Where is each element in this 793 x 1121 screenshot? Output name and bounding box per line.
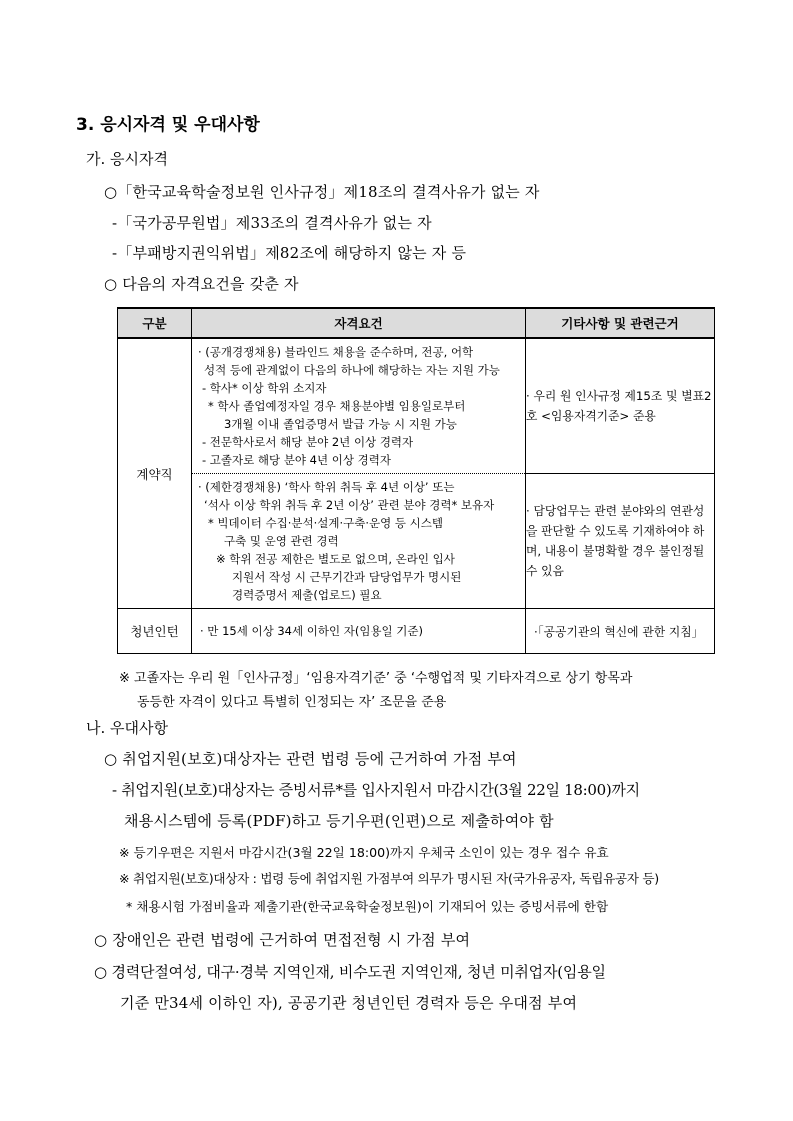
requirements-table [117,307,715,654]
ga-line-4: ○ 다음의 자격요건을 갖춘 자 [104,275,299,293]
limited-line: · (제한경쟁채용) ‘학사 학위 취득 후 4년 이상’ 또는 [198,480,455,494]
ga-line-3: -「부패방지권익위법」제82조에 해당하지 않는 자 등 [112,244,467,262]
open-line: - 학사* 이상 학위 소지자 [202,381,327,395]
na-more-1: ○ 장애인은 관련 법령에 근거하여 면접전형 시 가점 부여 [94,931,471,949]
limited-line: 구축 및 운영 관련 경력 [224,534,339,548]
na-line-1: ○ 취업지원(보호)대상자는 관련 법령 등에 근거하여 가점 부여 [104,750,517,768]
intern-label: 청년인턴 [118,609,192,654]
table-header-row [118,308,715,338]
na-line-3: 채용시스템에 등록(PDF)하고 등기우편(인편)으로 제출하여야 함 [124,812,554,830]
table-row [118,474,715,609]
header-requirements: 자격요건 [192,308,526,338]
table-row [118,338,715,474]
open-remarks-text: · 우리 원 인사규정 제15조 및 별표2호 <임용자격기준> 준용 [526,389,712,423]
limited-line: ※ 학위 전공 제한은 별도로 없으며, 온라인 입사 [216,552,455,566]
ga-line-1: ○「한국교육학술정보원 인사규정」제18조의 결격사유가 없는 자 [104,183,540,201]
open-requirements [192,338,526,474]
na-line-2: - 취업지원(보호)대상자는 증빙서류*를 입사지원서 마감시간(3월 22일 18:00)까지 [112,781,640,799]
na-more-3: 기준 만34세 이하인 자), 공공기관 청년인턴 경력자 등은 우대점 부여 [120,994,578,1012]
table-row [118,609,715,654]
open-line: - 고졸자로 해당 분야 4년 이상 경력자 [202,453,391,467]
subsection-ga-title: 가. 응시자격 [86,150,168,168]
subsection-na-title: 나. 우대사항 [86,719,168,737]
contract-label: 계약직 [118,338,192,609]
table-note-line-1: ※ 고졸자는 우리 원「인사규정」‘임용자격기준’ 중 ‘수행업적 및 기타자격으로 상기 항목과 [119,671,633,686]
limited-requirements [192,474,526,609]
limited-remarks-text: · 담당업무는 관련 분야와의 연관성을 판단할 수 있도록 기재하여야 하며, 내용이 불명확할 경우 불인정될 수 있음 [526,504,705,578]
header-remarks: 기타사항 및 관련근거 [526,308,715,338]
intern-requirements: · 만 15세 이상 34세 이하인 자(임용일 기준) [192,609,526,654]
intern-remarks: ·「공공기관의 혁신에 관한 지침」 [526,609,715,654]
open-remarks [526,338,715,474]
na-note-2: ※ 취업지원(보호)대상자 : 법령 등에 취업지원 가점부여 의무가 명시된 자(국가유공자, 독립유공자 등) [119,871,659,886]
na-more-2: ○ 경력단절여성, 대구·경북 지역인재, 비수도권 지역인재, 청년 미취업자(임용일 [94,963,606,981]
limited-line: ‘석사 이상 학위 취득 후 2년 이상’ 관련 분야 경력* 보유자 [204,498,495,512]
na-note-1: ※ 등기우편은 지원서 마감시간(3월 22일 18:00)까지 우체국 소인이 있는 경우 접수 유효 [119,845,609,860]
section-heading: 3. 응시자격 및 우대사항 [76,115,260,135]
limited-remarks [526,474,715,609]
header-category: 구분 [118,308,192,338]
limited-line: 경력증명서 제출(업로드) 필요 [232,588,382,602]
table-note-line-2: 동등한 자격이 있다고 특별히 인정되는 자’ 조문을 준용 [137,695,447,710]
ga-line-2: -「국가공무원법」제33조의 결격사유가 없는 자 [112,214,432,232]
limited-line: 지원서 작성 시 근무기간과 담당업무가 명시된 [232,570,462,584]
open-line: · (공개경쟁채용) 블라인드 채용을 준수하며, 전공, 어학 [198,345,474,359]
open-line: 성적 등에 관계없이 다음의 하나에 해당하는 자는 지원 가능 [204,363,500,377]
open-line: 3개월 이내 졸업증명서 발급 가능 시 지원 가능 [224,417,457,431]
open-line: - 전문학사로서 해당 분야 2년 이상 경력자 [202,435,414,449]
open-line: * 학사 졸업예정자일 경우 채용분야별 임용일로부터 [208,399,466,413]
limited-line: * 빅데이터 수집·분석·설계·구축·운영 등 시스템 [208,516,443,530]
na-note-3: * 채용시험 가점비율과 제출기관(한국교육학술정보원)이 기재되어 있는 증빙서류에 한함 [126,899,609,914]
